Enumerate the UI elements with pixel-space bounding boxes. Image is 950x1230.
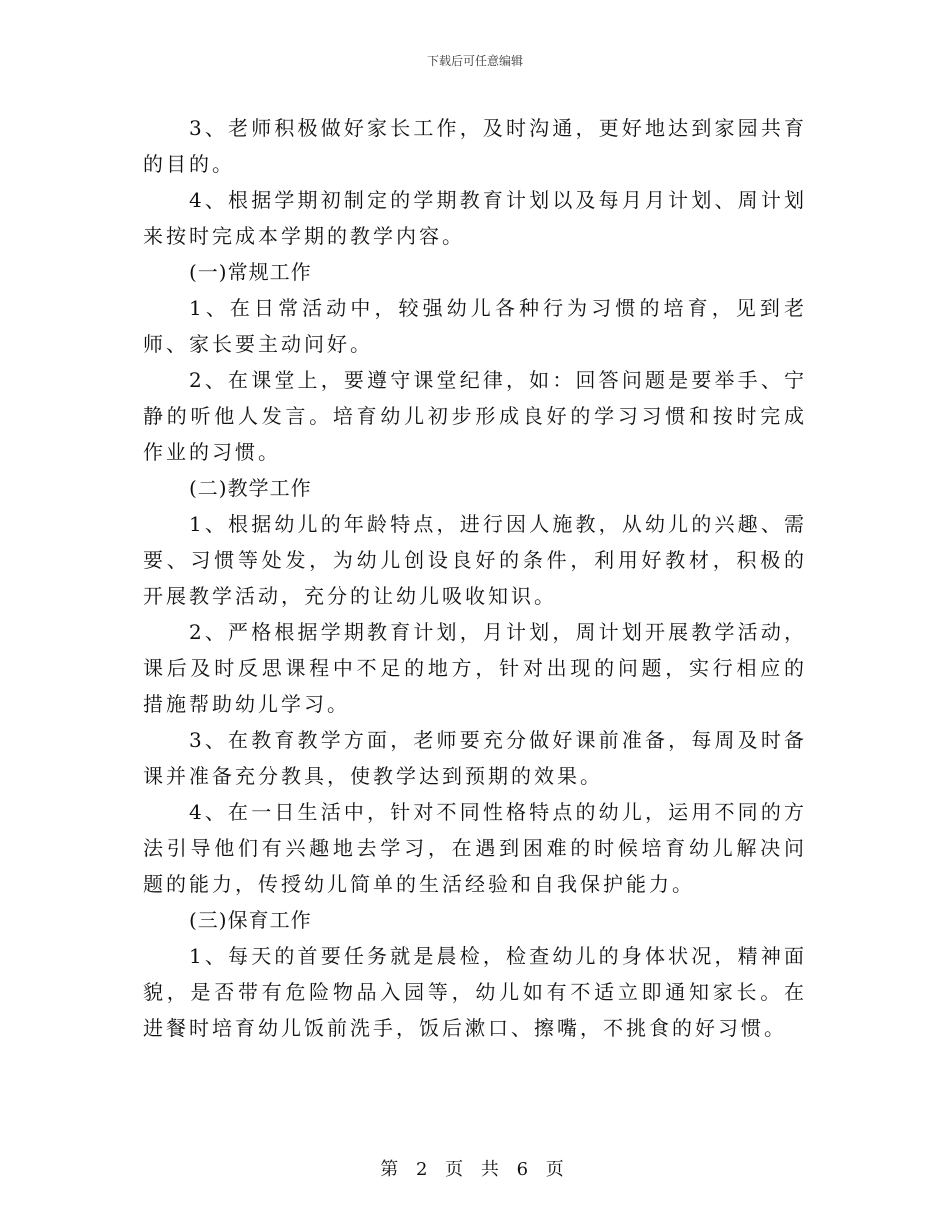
section-heading-routine-work: (一)常规工作 (189, 260, 312, 284)
paragraph-teaching-2: 2、严格根据学期教育计划，月计划，周计划开展教学活动，课后及时反思课程中不足的地方，针对出现的问题，实行相应的措施帮助幼儿学习。 (143, 620, 807, 716)
section-heading-care-work: (三)保育工作 (189, 908, 312, 932)
paragraph-care-1: 1、每天的首要任务就是晨检，检查幼儿的身体状况，精神面貌，是否带有危险物品入园等，幼儿如有不适立即通知家长。在进餐时培育幼儿饭前洗手，饭后漱口、擦嘴，不挑食的好习惯。 (143, 944, 807, 1040)
paragraph-item-3-parent-work: 3、老师积极做好家长工作，及时沟通，更好地达到家园共育的目的。 (143, 116, 807, 176)
page-number-label: 第 2 页 共 6 页 (380, 1159, 570, 1180)
paragraph-teaching-3: 3、在教育教学方面，老师要充分做好课前准备，每周及时备课并准备充分教具，使教学达到预期的效果。 (143, 728, 807, 788)
paragraph-item-4-plan: 4、根据学期初制定的学期教育计划以及每月月计划、周计划来按时完成本学期的教学内容。 (143, 188, 807, 248)
header-text: 下载后可任意编辑 (426, 54, 523, 68)
section-heading-teaching-work: (二)教学工作 (189, 476, 312, 500)
page-header (0, 52, 950, 69)
page-footer (0, 1155, 950, 1181)
paragraph-routine-1: 1、在日常活动中，较强幼儿各种行为习惯的培育，见到老师、家长要主动问好。 (143, 296, 807, 356)
paragraph-teaching-1: 1、根据幼儿的年龄特点，进行因人施教，从幼儿的兴趣、需要、习惯等处发，为幼儿创设良好的条件，利用好教材，积极的开展教学活动，充分的让幼儿吸收知识。 (143, 512, 807, 608)
paragraph-teaching-4: 4、在一日生活中，针对不同性格特点的幼儿，运用不同的方法引导他们有兴趣地去学习，在遇到困难的时候培育幼儿解决问题的能力，传授幼儿简单的生活经验和自我保护能力。 (143, 800, 807, 896)
document-body (143, 110, 807, 1046)
paragraph-routine-2: 2、在课堂上，要遵守课堂纪律，如：回答问题是要举手、宁静的听他人发言。培育幼儿初步形成良好的学习习惯和按时完成作业的习惯。 (143, 368, 807, 464)
